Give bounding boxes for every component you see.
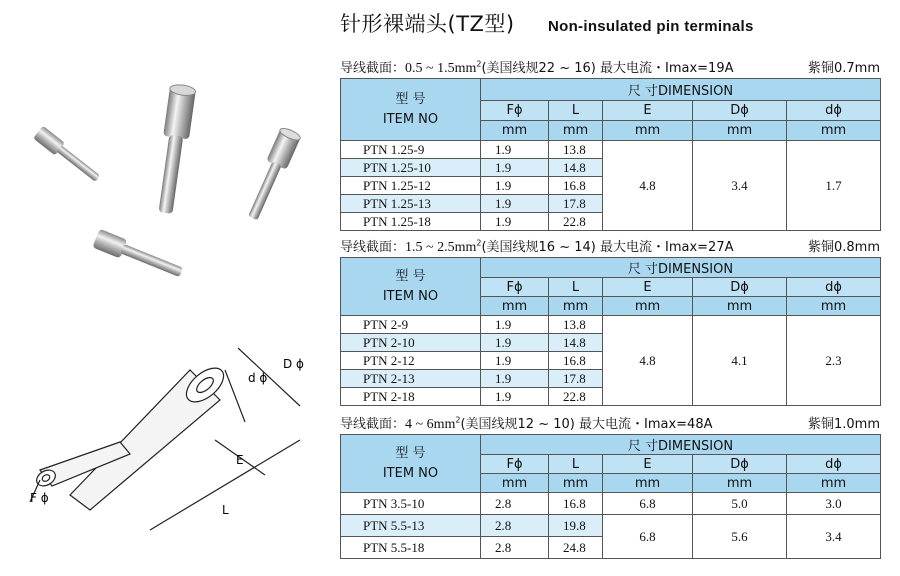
- dim-label-D: D ϕ: [283, 357, 304, 371]
- table-cell: 13.8: [549, 316, 603, 334]
- table-cell: mm: [787, 121, 881, 141]
- table-cell: PTN 2-12: [341, 352, 481, 370]
- table-cell: dϕ: [787, 278, 881, 297]
- table-cell: 1.9: [481, 388, 549, 406]
- table-cell: mm: [549, 474, 603, 493]
- terminal-photo-3: [243, 126, 302, 223]
- table-cell: mm: [787, 297, 881, 316]
- title-cn: 针形裸端头(TZ型): [340, 12, 515, 36]
- table-cell: PTN 2-13: [341, 370, 481, 388]
- table-cell: E: [603, 101, 693, 121]
- table-cell: 3.4: [693, 141, 787, 231]
- table-cell: 3.4: [787, 515, 881, 559]
- table-cell: E: [603, 455, 693, 474]
- title-en: Non-insulated pin terminals: [548, 18, 754, 35]
- table-cell: PTN 5.5-18: [341, 537, 481, 559]
- spec-table-2: [340, 257, 881, 406]
- table-cell: 13.8: [549, 141, 603, 159]
- table-cell: Fϕ: [481, 101, 549, 121]
- table-cell: 1.9: [481, 177, 549, 195]
- table-cell: 1.9: [481, 316, 549, 334]
- table-row: [341, 316, 881, 334]
- table-cell: Dϕ: [693, 278, 787, 297]
- table-cell: mm: [693, 297, 787, 316]
- product-photo: [0, 70, 330, 300]
- table-cell: 17.8: [549, 195, 603, 213]
- dim-label-d: d ϕ: [248, 371, 268, 385]
- dim-label-F: F ϕ: [30, 491, 49, 505]
- table-cell: 1.9: [481, 141, 549, 159]
- table-cell: 19.8: [549, 515, 603, 537]
- table-cell: dϕ: [787, 101, 881, 121]
- table-cell: 16.8: [549, 493, 603, 515]
- table-cell: 24.8: [549, 537, 603, 559]
- table-cell: 17.8: [549, 370, 603, 388]
- table-cell: 14.8: [549, 159, 603, 177]
- table-cell: L: [549, 278, 603, 297]
- table-cell: 16.8: [549, 177, 603, 195]
- table-cell: L: [549, 455, 603, 474]
- table-cell: 2.3: [787, 316, 881, 406]
- table-cell: 6.8: [603, 515, 693, 559]
- table-cell: mm: [693, 121, 787, 141]
- table-cell: mm: [481, 297, 549, 316]
- table-cell: 1.9: [481, 370, 549, 388]
- table-cell: PTN 1.25-10: [341, 159, 481, 177]
- table-cell: mm: [549, 121, 603, 141]
- table-cell: PTN 1.25-9: [341, 141, 481, 159]
- table-cell: PTN 1.25-18: [341, 213, 481, 231]
- table-cell: 5.0: [693, 493, 787, 515]
- table-cell: 3.0: [787, 493, 881, 515]
- terminal-photo-4: [92, 229, 185, 282]
- terminal-photo-2: [153, 83, 197, 214]
- table-cell: mm: [603, 474, 693, 493]
- table-cell: 1.9: [481, 213, 549, 231]
- table-cell: 4.8: [603, 316, 693, 406]
- table-cell: 2.8: [481, 537, 549, 559]
- table-cell: 1.7: [787, 141, 881, 231]
- table-cell: 2.8: [481, 493, 549, 515]
- table-cell: Dϕ: [693, 455, 787, 474]
- table-cell: PTN 5.5-13: [341, 515, 481, 537]
- dimension-drawing: [0, 330, 330, 570]
- table-cell: mm: [787, 474, 881, 493]
- table-cell: mm: [603, 121, 693, 141]
- table-row: [341, 493, 881, 515]
- table-cell: 14.8: [549, 334, 603, 352]
- table-cell: 4.8: [603, 141, 693, 231]
- table-cell: 1.9: [481, 352, 549, 370]
- table-cell: Fϕ: [481, 278, 549, 297]
- table-cell: PTN 3.5-10: [341, 493, 481, 515]
- table-cell: 16.8: [549, 352, 603, 370]
- table-cell: 6.8: [603, 493, 693, 515]
- table-cell: mm: [549, 297, 603, 316]
- table-cell: mm: [481, 121, 549, 141]
- table-cell: mm: [481, 474, 549, 493]
- table-cell: E: [603, 278, 693, 297]
- table-cell: PTN 2-10: [341, 334, 481, 352]
- dim-label-E: E: [236, 453, 244, 467]
- table-cell: 1.9: [481, 159, 549, 177]
- table-cell: 22.8: [549, 213, 603, 231]
- spec-line-2: 导线截面：1.5 ~ $2.5mm^2$(美国线规16 ~ 14) 最大电流・Imax=27A 紫铜0.8mm: [340, 238, 880, 255]
- spec-line-1: 导线截面：0.5 ~ $1.5mm^2$(美国线规22 ~ 16) 最大电流・Imax=19A 紫铜0.7mm: [340, 59, 880, 76]
- table-cell: 4.1: [693, 316, 787, 406]
- dimension-header: 尺 寸DIMENSION: [481, 258, 881, 278]
- table-cell: PTN 2-9: [341, 316, 481, 334]
- table-cell: dϕ: [787, 455, 881, 474]
- table-cell: 1.9: [481, 195, 549, 213]
- table-row: [341, 141, 881, 159]
- table-row: [341, 515, 881, 537]
- table-cell: 5.6: [693, 515, 787, 559]
- table-cell: PTN 1.25-12: [341, 177, 481, 195]
- table-cell: Dϕ: [693, 101, 787, 121]
- item-header: 型 号 ITEM NO: [341, 258, 481, 316]
- terminal-photo-1: [33, 126, 103, 185]
- table-cell: PTN 1.25-13: [341, 195, 481, 213]
- spec-table-1: [340, 78, 881, 231]
- table-cell: mm: [603, 297, 693, 316]
- table-cell: mm: [693, 474, 787, 493]
- table-cell: 1.9: [481, 334, 549, 352]
- item-header: 型 号 ITEM NO: [341, 79, 481, 141]
- table-cell: 22.8: [549, 388, 603, 406]
- table-cell: Fϕ: [481, 455, 549, 474]
- table-cell: PTN 2-18: [341, 388, 481, 406]
- dimension-header: 尺 寸DIMENSION: [481, 79, 881, 101]
- table-cell: 2.8: [481, 515, 549, 537]
- spec-line-3: 导线截面：4 ~ $6mm^2$(美国线规12 ~ 10) 最大电流・Imax=48A 紫铜1.0mm: [340, 415, 880, 432]
- dim-label-L: L: [222, 503, 229, 517]
- table-cell: L: [549, 101, 603, 121]
- spec-table-3: [340, 434, 881, 559]
- item-header: 型 号 ITEM NO: [341, 435, 481, 493]
- dimension-header: 尺 寸DIMENSION: [481, 435, 881, 455]
